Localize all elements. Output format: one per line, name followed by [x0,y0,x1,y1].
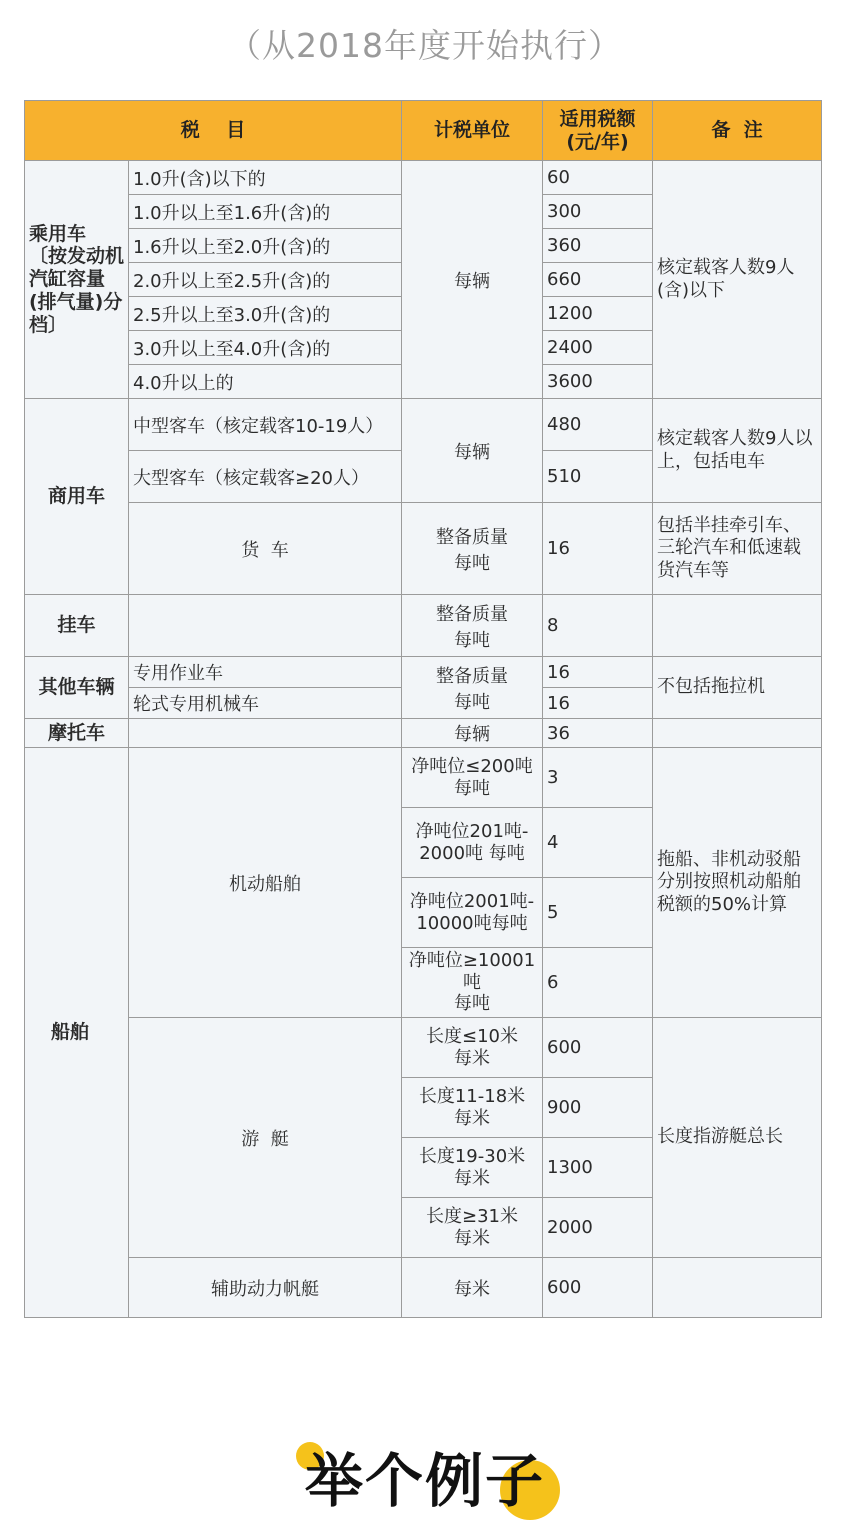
unit-cell: 长度19-30米 每米 [402,1138,543,1198]
item-cell: 1.0升以上至1.6升(含)的 [129,195,402,229]
amount-cell: 600 [543,1258,653,1318]
item-cell: 大型客车（核定载客≥20人） [129,451,402,503]
item-cell: 1.0升(含)以下的 [129,161,402,195]
note-cell [653,1258,822,1318]
note-cell [653,595,822,657]
table-row [25,748,822,808]
category-trailer: 挂车 [25,595,129,657]
item-cell: 2.0升以上至2.5升(含)的 [129,263,402,297]
item-cell: 1.6升以上至2.0升(含)的 [129,229,402,263]
amount-cell: 5 [543,878,653,948]
amount-cell: 2000 [543,1198,653,1258]
amount-cell: 8 [543,595,653,657]
note-cell: 包括半挂牵引车、三轮汽车和低速载货汽车等 [653,503,822,595]
item-cell: 专用作业车 [129,657,402,688]
table-row [25,1018,822,1078]
item-cell [129,719,402,748]
header-rate: 适用税额 (元/年) [543,101,653,161]
note-cell: 核定载客人数9人以上，包括电车 [653,399,822,503]
unit-cell: 整备质量 每吨 [402,595,543,657]
amount-cell: 60 [543,161,653,195]
item-cell: 游 艇 [129,1018,402,1258]
item-cell: 货 车 [129,503,402,595]
category-commercial: 商用车 [25,399,129,595]
category-other: 其他车辆 [25,657,129,719]
amount-cell: 16 [543,503,653,595]
table-row [25,719,822,748]
item-cell: 中型客车（核定载客10-19人） [129,399,402,451]
unit-cell: 净吨位≤200吨 每吨 [402,748,543,808]
amount-cell: 300 [543,195,653,229]
unit-cell: 每辆 [402,399,543,503]
item-cell: 机动船舶 [129,748,402,1018]
table-row [25,1258,822,1318]
page-subtitle: （从2018年度开始执行） [228,26,622,65]
amount-cell: 510 [543,451,653,503]
unit-cell: 整备质量 每吨 [402,657,543,719]
amount-cell: 3 [543,748,653,808]
item-cell: 2.5升以上至3.0升(含)的 [129,297,402,331]
category-motorcycle: 摩托车 [25,719,129,748]
table-row [25,657,822,688]
unit-cell: 每辆 [402,719,543,748]
note-cell [653,719,822,748]
table-row [25,399,822,451]
unit-cell: 净吨位≥10001吨 每吨 [402,948,543,1018]
example-banner [0,1430,850,1520]
item-cell: 轮式专用机械车 [129,688,402,719]
amount-cell: 1200 [543,297,653,331]
unit-cell: 长度≤10米 每米 [402,1018,543,1078]
note-cell: 不包括拖拉机 [653,657,822,719]
unit-cell: 每米 [402,1258,543,1318]
amount-cell: 16 [543,688,653,719]
table-header-row [25,101,822,161]
table-row [25,595,822,657]
note-cell: 拖船、非机动驳船分别按照机动船舶税额的50%计算 [653,748,822,1018]
amount-cell: 3600 [543,365,653,399]
category-ships: 船舶 [25,748,129,1318]
amount-cell: 900 [543,1078,653,1138]
header-note: 备 注 [653,101,822,161]
unit-cell: 每辆 [402,161,543,399]
item-cell: 辅助动力帆艇 [129,1258,402,1318]
note-cell: 长度指游艇总长 [653,1018,822,1258]
amount-cell: 6 [543,948,653,1018]
unit-cell: 净吨位2001吨- 10000吨每吨 [402,878,543,948]
amount-cell: 480 [543,399,653,451]
table-row [25,161,822,195]
category-passenger-car: 乘用车 〔按发动机汽缸容量(排气量)分档〕 [25,161,129,399]
unit-cell: 长度≥31米 每米 [402,1198,543,1258]
amount-cell: 1300 [543,1138,653,1198]
item-cell [129,595,402,657]
amount-cell: 16 [543,657,653,688]
example-title: 举个例子 [304,1447,545,1515]
amount-cell: 2400 [543,331,653,365]
unit-cell: 长度11-18米 每米 [402,1078,543,1138]
table-row [25,503,822,595]
amount-cell: 360 [543,229,653,263]
header-item: 税 目 [25,101,402,161]
note-cell: 核定载客人数9人(含)以下 [653,161,822,399]
item-cell: 3.0升以上至4.0升(含)的 [129,331,402,365]
amount-cell: 36 [543,719,653,748]
item-cell: 4.0升以上的 [129,365,402,399]
vehicle-vessel-tax-table [24,100,822,1318]
amount-cell: 660 [543,263,653,297]
header-unit: 计税单位 [402,101,543,161]
amount-cell: 4 [543,808,653,878]
unit-cell: 净吨位201吨- 2000吨 每吨 [402,808,543,878]
amount-cell: 600 [543,1018,653,1078]
unit-cell: 整备质量 每吨 [402,503,543,595]
